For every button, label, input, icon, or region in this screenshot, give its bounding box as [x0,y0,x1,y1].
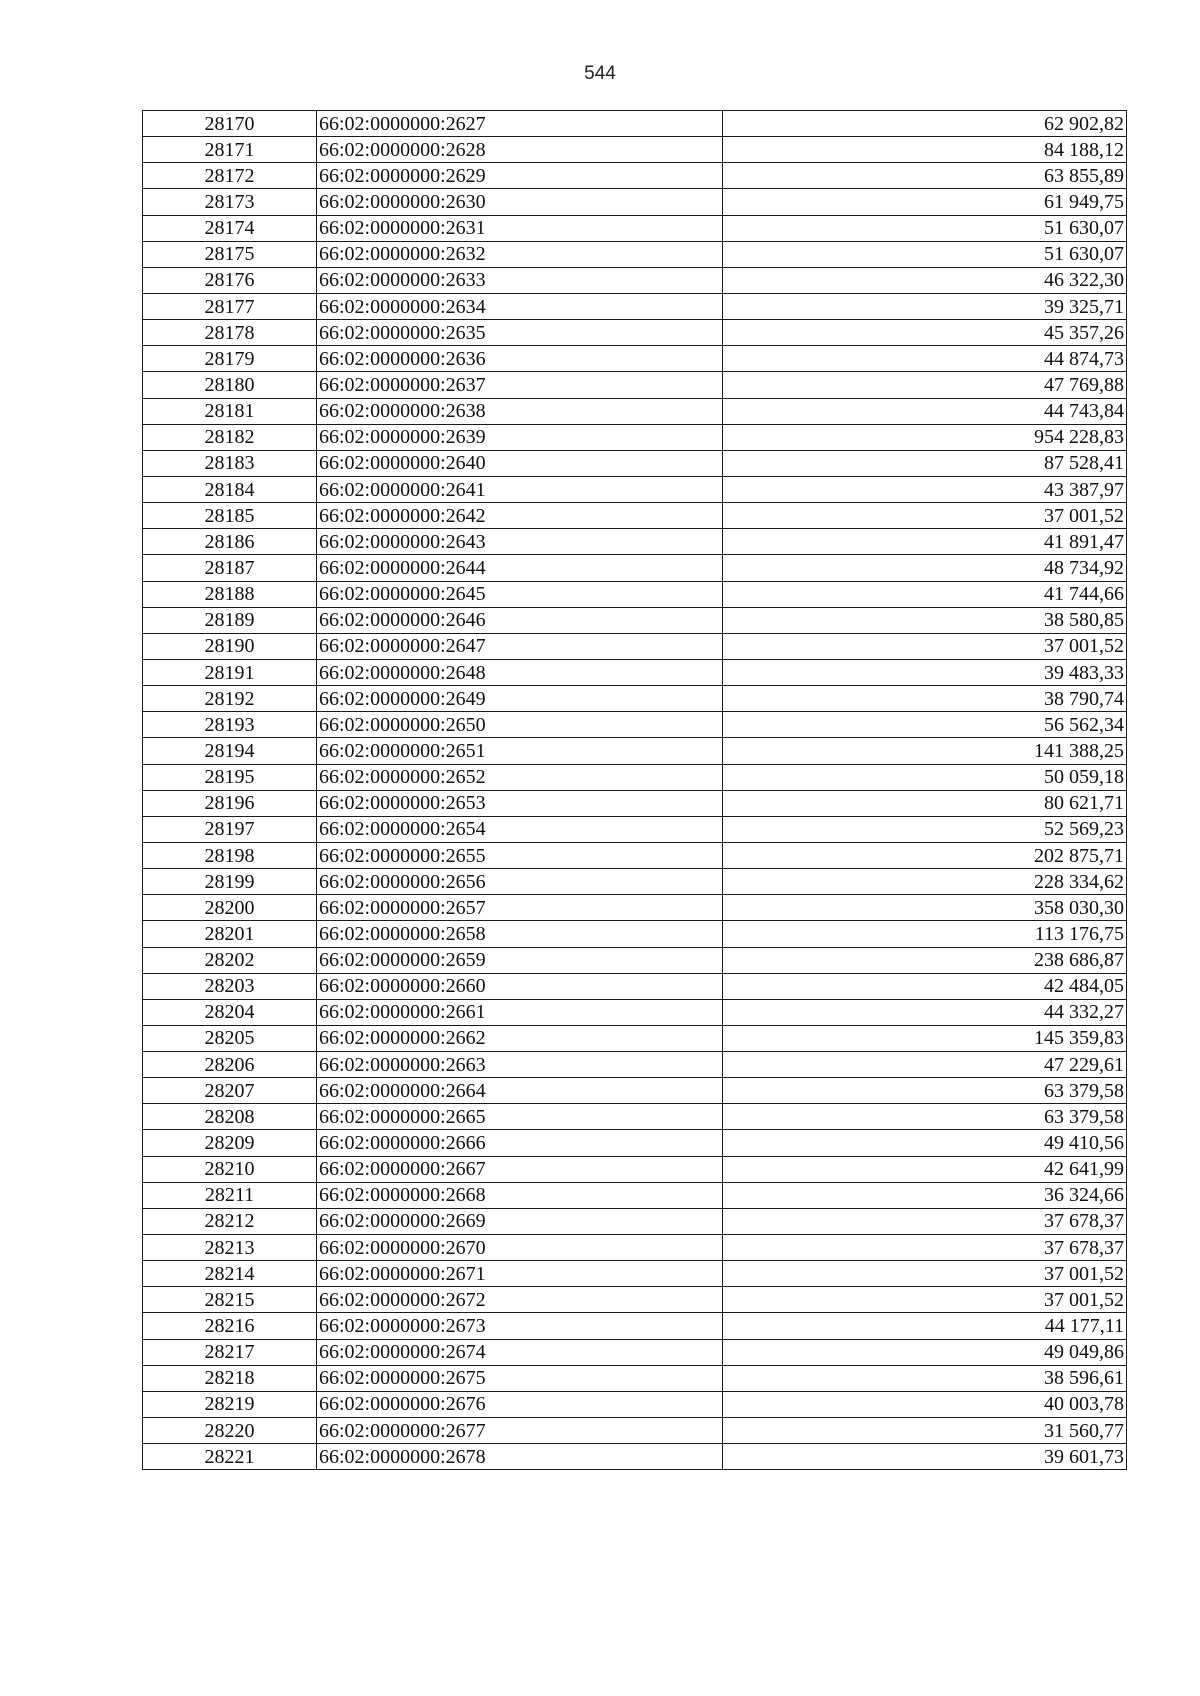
table-row [143,529,1127,555]
row-number-cell: 28191 [143,659,317,685]
cadastral-number-cell: 66:02:0000000:2671 [317,1261,723,1287]
cadastral-value-cell: 49 049,86 [723,1339,1127,1365]
row-number-cell: 28199 [143,869,317,895]
table-row [143,1339,1127,1365]
cadastral-number-cell: 66:02:0000000:2636 [317,346,723,372]
row-number-cell: 28171 [143,137,317,163]
table-body [143,111,1127,1470]
cadastral-number-cell: 66:02:0000000:2637 [317,372,723,398]
cadastral-value-table [142,110,1127,1470]
row-number-cell: 28195 [143,764,317,790]
cadastral-number-cell: 66:02:0000000:2654 [317,816,723,842]
cadastral-number-cell: 66:02:0000000:2646 [317,607,723,633]
row-number-cell: 28200 [143,895,317,921]
cadastral-value-cell: 87 528,41 [723,450,1127,476]
table-row [143,476,1127,502]
row-number-cell: 28211 [143,1182,317,1208]
cadastral-value-cell: 47 769,88 [723,372,1127,398]
cadastral-number-cell: 66:02:0000000:2642 [317,503,723,529]
table-row [143,267,1127,293]
row-number-cell: 28207 [143,1078,317,1104]
cadastral-value-cell: 50 059,18 [723,764,1127,790]
table-row [143,1078,1127,1104]
cadastral-number-cell: 66:02:0000000:2675 [317,1365,723,1391]
table-row [143,320,1127,346]
row-number-cell: 28182 [143,424,317,450]
cadastral-number-cell: 66:02:0000000:2658 [317,921,723,947]
cadastral-number-cell: 66:02:0000000:2631 [317,215,723,241]
row-number-cell: 28189 [143,607,317,633]
cadastral-number-cell: 66:02:0000000:2632 [317,241,723,267]
table-row [143,999,1127,1025]
table-row [143,503,1127,529]
row-number-cell: 28201 [143,921,317,947]
row-number-cell: 28221 [143,1444,317,1470]
row-number-cell: 28198 [143,842,317,868]
row-number-cell: 28220 [143,1418,317,1444]
cadastral-number-cell: 66:02:0000000:2669 [317,1208,723,1234]
row-number-cell: 28214 [143,1261,317,1287]
cadastral-value-cell: 56 562,34 [723,712,1127,738]
cadastral-value-cell: 145 359,83 [723,1025,1127,1051]
cadastral-number-cell: 66:02:0000000:2643 [317,529,723,555]
cadastral-number-cell: 66:02:0000000:2629 [317,163,723,189]
table-row [143,241,1127,267]
cadastral-number-cell: 66:02:0000000:2647 [317,633,723,659]
cadastral-value-cell: 37 678,37 [723,1235,1127,1261]
cadastral-number-cell: 66:02:0000000:2661 [317,999,723,1025]
cadastral-number-cell: 66:02:0000000:2639 [317,424,723,450]
cadastral-value-cell: 61 949,75 [723,189,1127,215]
cadastral-value-cell: 37 001,52 [723,1287,1127,1313]
table-row [143,869,1127,895]
cadastral-number-cell: 66:02:0000000:2627 [317,111,723,137]
cadastral-number-cell: 66:02:0000000:2638 [317,398,723,424]
cadastral-value-cell: 51 630,07 [723,215,1127,241]
table-row [143,1444,1127,1470]
table-row [143,1182,1127,1208]
row-number-cell: 28177 [143,293,317,319]
cadastral-number-cell: 66:02:0000000:2640 [317,450,723,476]
cadastral-value-cell: 42 484,05 [723,973,1127,999]
cadastral-number-cell: 66:02:0000000:2656 [317,869,723,895]
row-number-cell: 28192 [143,686,317,712]
cadastral-number-cell: 66:02:0000000:2650 [317,712,723,738]
row-number-cell: 28209 [143,1130,317,1156]
cadastral-value-cell: 43 387,97 [723,476,1127,502]
cadastral-value-cell: 202 875,71 [723,842,1127,868]
cadastral-value-cell: 36 324,66 [723,1182,1127,1208]
table-row [143,293,1127,319]
cadastral-value-cell: 41 891,47 [723,529,1127,555]
cadastral-value-cell: 46 322,30 [723,267,1127,293]
row-number-cell: 28183 [143,450,317,476]
cadastral-number-cell: 66:02:0000000:2674 [317,1339,723,1365]
row-number-cell: 28179 [143,346,317,372]
table-row [143,1130,1127,1156]
row-number-cell: 28197 [143,816,317,842]
cadastral-value-cell: 48 734,92 [723,555,1127,581]
cadastral-value-cell: 47 229,61 [723,1052,1127,1078]
cadastral-number-cell: 66:02:0000000:2655 [317,842,723,868]
table-row [143,633,1127,659]
cadastral-number-cell: 66:02:0000000:2641 [317,476,723,502]
table-row [143,215,1127,241]
table-row [143,1025,1127,1051]
cadastral-value-cell: 62 902,82 [723,111,1127,137]
cadastral-number-cell: 66:02:0000000:2630 [317,189,723,215]
cadastral-number-cell: 66:02:0000000:2651 [317,738,723,764]
table-row [143,816,1127,842]
row-number-cell: 28175 [143,241,317,267]
cadastral-value-cell: 39 483,33 [723,659,1127,685]
table-row [143,450,1127,476]
row-number-cell: 28170 [143,111,317,137]
row-number-cell: 28173 [143,189,317,215]
cadastral-value-cell: 37 001,52 [723,1261,1127,1287]
cadastral-value-cell: 44 332,27 [723,999,1127,1025]
cadastral-value-cell: 38 790,74 [723,686,1127,712]
cadastral-value-cell: 228 334,62 [723,869,1127,895]
table-row [143,1235,1127,1261]
table-row [143,738,1127,764]
table-row [143,1156,1127,1182]
cadastral-number-cell: 66:02:0000000:2653 [317,790,723,816]
cadastral-value-cell: 113 176,75 [723,921,1127,947]
table-row [143,842,1127,868]
row-number-cell: 28218 [143,1365,317,1391]
cadastral-value-cell: 39 325,71 [723,293,1127,319]
table-row [143,607,1127,633]
cadastral-number-cell: 66:02:0000000:2673 [317,1313,723,1339]
cadastral-number-cell: 66:02:0000000:2672 [317,1287,723,1313]
row-number-cell: 28219 [143,1391,317,1417]
cadastral-number-cell: 66:02:0000000:2633 [317,267,723,293]
table-row [143,372,1127,398]
row-number-cell: 28193 [143,712,317,738]
cadastral-value-cell: 37 001,52 [723,633,1127,659]
table-row [143,947,1127,973]
row-number-cell: 28185 [143,503,317,529]
cadastral-number-cell: 66:02:0000000:2662 [317,1025,723,1051]
cadastral-number-cell: 66:02:0000000:2677 [317,1418,723,1444]
table-row [143,1313,1127,1339]
row-number-cell: 28212 [143,1208,317,1234]
table-row [143,346,1127,372]
row-number-cell: 28184 [143,476,317,502]
table-row [143,1287,1127,1313]
row-number-cell: 28180 [143,372,317,398]
table-row [143,1418,1127,1444]
row-number-cell: 28208 [143,1104,317,1130]
row-number-cell: 28196 [143,790,317,816]
table-row [143,1104,1127,1130]
cadastral-number-cell: 66:02:0000000:2676 [317,1391,723,1417]
row-number-cell: 28202 [143,947,317,973]
table-row [143,1052,1127,1078]
cadastral-value-cell: 39 601,73 [723,1444,1127,1470]
table-row [143,137,1127,163]
cadastral-number-cell: 66:02:0000000:2678 [317,1444,723,1470]
row-number-cell: 28181 [143,398,317,424]
cadastral-value-cell: 80 621,71 [723,790,1127,816]
row-number-cell: 28174 [143,215,317,241]
table-row [143,581,1127,607]
row-number-cell: 28215 [143,1287,317,1313]
cadastral-number-cell: 66:02:0000000:2645 [317,581,723,607]
cadastral-value-cell: 141 388,25 [723,738,1127,764]
cadastral-value-cell: 37 001,52 [723,503,1127,529]
cadastral-value-cell: 41 744,66 [723,581,1127,607]
row-number-cell: 28216 [143,1313,317,1339]
table-row [143,764,1127,790]
row-number-cell: 28203 [143,973,317,999]
row-number-cell: 28190 [143,633,317,659]
cadastral-value-cell: 358 030,30 [723,895,1127,921]
cadastral-number-cell: 66:02:0000000:2664 [317,1078,723,1104]
cadastral-number-cell: 66:02:0000000:2670 [317,1235,723,1261]
cadastral-value-cell: 84 188,12 [723,137,1127,163]
cadastral-number-cell: 66:02:0000000:2628 [317,137,723,163]
row-number-cell: 28210 [143,1156,317,1182]
table-row [143,659,1127,685]
table-row [143,1208,1127,1234]
cadastral-number-cell: 66:02:0000000:2635 [317,320,723,346]
cadastral-value-cell: 52 569,23 [723,816,1127,842]
cadastral-value-cell: 954 228,83 [723,424,1127,450]
cadastral-value-cell: 40 003,78 [723,1391,1127,1417]
cadastral-number-cell: 66:02:0000000:2665 [317,1104,723,1130]
cadastral-value-cell: 63 379,58 [723,1078,1127,1104]
cadastral-number-cell: 66:02:0000000:2644 [317,555,723,581]
cadastral-value-cell: 44 743,84 [723,398,1127,424]
row-number-cell: 28186 [143,529,317,555]
row-number-cell: 28194 [143,738,317,764]
table-row [143,555,1127,581]
table-row [143,712,1127,738]
cadastral-value-cell: 238 686,87 [723,947,1127,973]
cadastral-number-cell: 66:02:0000000:2659 [317,947,723,973]
table-row [143,398,1127,424]
cadastral-value-cell: 38 596,61 [723,1365,1127,1391]
cadastral-value-cell: 44 874,73 [723,346,1127,372]
cadastral-number-cell: 66:02:0000000:2660 [317,973,723,999]
cadastral-number-cell: 66:02:0000000:2657 [317,895,723,921]
table-row [143,424,1127,450]
row-number-cell: 28206 [143,1052,317,1078]
row-number-cell: 28188 [143,581,317,607]
cadastral-value-cell: 38 580,85 [723,607,1127,633]
table-row [143,1365,1127,1391]
cadastral-number-cell: 66:02:0000000:2649 [317,686,723,712]
row-number-cell: 28217 [143,1339,317,1365]
cadastral-value-cell: 45 357,26 [723,320,1127,346]
cadastral-number-cell: 66:02:0000000:2667 [317,1156,723,1182]
table-row [143,111,1127,137]
table-row [143,1391,1127,1417]
row-number-cell: 28213 [143,1235,317,1261]
cadastral-value-cell: 31 560,77 [723,1418,1127,1444]
cadastral-value-cell: 37 678,37 [723,1208,1127,1234]
table-row [143,686,1127,712]
table-row [143,189,1127,215]
row-number-cell: 28172 [143,163,317,189]
row-number-cell: 28176 [143,267,317,293]
row-number-cell: 28187 [143,555,317,581]
table-row [143,973,1127,999]
row-number-cell: 28178 [143,320,317,346]
cadastral-value-cell: 44 177,11 [723,1313,1127,1339]
cadastral-number-cell: 66:02:0000000:2652 [317,764,723,790]
table-row [143,163,1127,189]
cadastral-number-cell: 66:02:0000000:2668 [317,1182,723,1208]
table-row [143,1261,1127,1287]
row-number-cell: 28204 [143,999,317,1025]
table-row [143,790,1127,816]
page-number: 544 [584,63,616,84]
cadastral-value-cell: 51 630,07 [723,241,1127,267]
cadastral-value-cell: 49 410,56 [723,1130,1127,1156]
cadastral-number-cell: 66:02:0000000:2648 [317,659,723,685]
table-row [143,895,1127,921]
cadastral-value-cell: 63 855,89 [723,163,1127,189]
cadastral-number-cell: 66:02:0000000:2634 [317,293,723,319]
cadastral-value-cell: 63 379,58 [723,1104,1127,1130]
cadastral-value-cell: 42 641,99 [723,1156,1127,1182]
cadastral-number-cell: 66:02:0000000:2663 [317,1052,723,1078]
table-row [143,921,1127,947]
row-number-cell: 28205 [143,1025,317,1051]
cadastral-number-cell: 66:02:0000000:2666 [317,1130,723,1156]
